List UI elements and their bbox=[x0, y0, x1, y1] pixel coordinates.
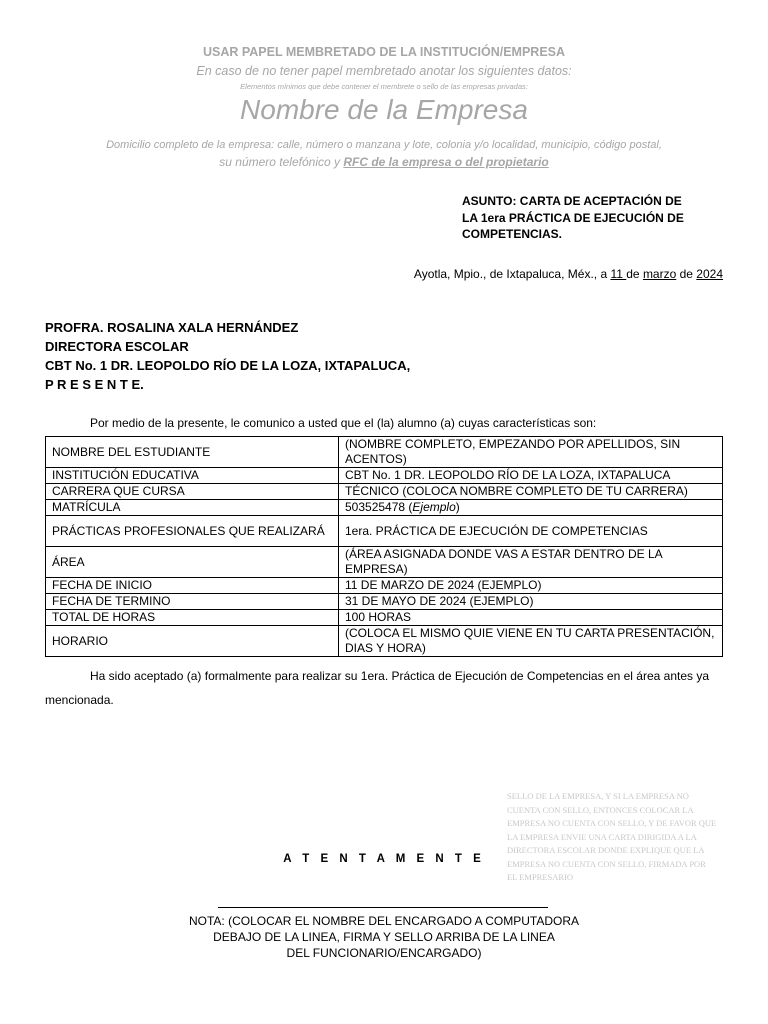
date-sep-2: de bbox=[676, 267, 697, 281]
row-value: CBT No. 1 DR. LEOPOLDO RÍO DE LA LOZA, IXTAPALUCA bbox=[339, 468, 723, 484]
row-label: ÁREA bbox=[46, 547, 339, 578]
subject-line-3: COMPETENCIAS. bbox=[462, 227, 563, 241]
letterhead-alt-instruction: En caso de no tener papel membretado anotar los siguientes datos: bbox=[196, 64, 572, 78]
signature-note bbox=[0, 913, 768, 961]
table-row bbox=[46, 468, 723, 484]
table-row bbox=[46, 610, 723, 626]
company-name-placeholder: Nombre de la Empresa bbox=[240, 94, 528, 125]
note-line-2: DEBAJO DE LA LINEA, FIRMA Y SELLO ARRIBA DE LA LINEA bbox=[213, 930, 555, 944]
letterhead-minimum-elements: Elementos mínimos que debe contener el membrete o sello de las empresas privadas: bbox=[240, 82, 528, 91]
date-month: marzo bbox=[642, 267, 677, 281]
note-line-3: DEL FUNCIONARIO/ENCARGADO) bbox=[286, 946, 482, 960]
row-label: NOMBRE DEL ESTUDIANTE bbox=[46, 437, 339, 468]
date-sep-1: de bbox=[626, 267, 643, 281]
table-row bbox=[46, 484, 723, 500]
recipient-institution: CBT No. 1 DR. LEOPOLDO RÍO DE LA LOZA, IXTAPALUCA, bbox=[45, 358, 411, 373]
student-info-table bbox=[45, 436, 723, 657]
row-value: (ÁREA ASIGNADA DONDE VAS A ESTAR DENTRO DE LA EMPRESA) bbox=[339, 547, 723, 578]
recipient-block bbox=[45, 318, 410, 394]
matricula-value: 503525478 ( bbox=[345, 500, 413, 514]
recipient-title: DIRECTORA ESCOLAR bbox=[45, 339, 189, 354]
table-row bbox=[46, 500, 723, 516]
company-phone-rfc-placeholder bbox=[0, 155, 768, 169]
row-value: 1era. PRÁCTICA DE EJECUCIÓN DE COMPETENCIAS bbox=[339, 516, 723, 547]
row-label: INSTITUCIÓN EDUCATIVA bbox=[46, 468, 339, 484]
table-row bbox=[46, 594, 723, 610]
row-label: FECHA DE TERMINO bbox=[46, 594, 339, 610]
closing-paragraph: Ha sido aceptado (a) formalmente para realizar su 1era. Práctica de Ejecución de Competencias en el área antes ya mencionada. bbox=[45, 669, 710, 707]
company-address-placeholder: Domicilio completo de la empresa: calle, número o manzana y lote, colonia y/o localidad, municipio, código postal, bbox=[106, 139, 662, 151]
subject-line-2: LA 1era PRÁCTICA DE EJECUCIÓN DE bbox=[462, 210, 684, 225]
sign-off: A T E N T A M E N T E bbox=[283, 853, 485, 865]
row-label: FECHA DE INICIO bbox=[46, 578, 339, 594]
row-label: PRÁCTICAS PROFESIONALES QUE REALIZARÁ bbox=[46, 516, 339, 547]
table-row bbox=[46, 578, 723, 594]
date-day: 11 bbox=[610, 267, 627, 281]
table-row bbox=[46, 626, 723, 657]
letterhead-instruction: USAR PAPEL MEMBRETADO DE LA INSTITUCIÓN/EMPRESA bbox=[202, 45, 566, 59]
table-row bbox=[46, 547, 723, 578]
table-row bbox=[46, 516, 723, 547]
date-line bbox=[414, 267, 723, 281]
note-line-1: NOTA: (COLOCAR EL NOMBRE DEL ENCARGADO A COMPUTADORA bbox=[188, 914, 580, 928]
row-value bbox=[339, 500, 723, 516]
row-value: 31 DE MAYO DE 2024 (EJEMPLO) bbox=[339, 594, 723, 610]
subject-block bbox=[462, 193, 732, 243]
matricula-example-note: Ejemplo bbox=[412, 500, 456, 514]
row-value: (NOMBRE COMPLETO, EMPEZANDO POR APELLIDOS, SIN ACENTOS) bbox=[339, 437, 723, 468]
stamp-instruction: SELLO DE LA EMPRESA, Y SI LA EMPRESA NO CUENTA CON SELLO, ENTONCES COLOCAR LA EMPRESA NO CUENTA CON SELLO, Y DE FAVOR QUE LA EMPRESA ENVIE UNA CARTA DIRIGIDA A LA DIRECTORA ESCOLAR DONDE EXPLIQUE QUE LA EMPRESA NO CUENTA CON SELLO, FIRMADA POR EL EMPRESARIO bbox=[507, 791, 717, 882]
table-row bbox=[46, 437, 723, 468]
row-label: HORARIO bbox=[46, 626, 339, 657]
date-year: 2024 bbox=[696, 267, 723, 281]
phone-prefix: su número telefónico y bbox=[219, 155, 344, 169]
row-label: TOTAL DE HORAS bbox=[46, 610, 339, 626]
row-label: MATRÍCULA bbox=[46, 500, 339, 516]
subject-line-1: ASUNTO: CARTA DE ACEPTACIÓN DE bbox=[462, 194, 682, 208]
recipient-name: PROFRA. ROSALINA XALA HERNÁNDEZ bbox=[45, 320, 299, 335]
date-prefix: Ayotla, Mpio., de Ixtapaluca, Méx., a bbox=[413, 267, 611, 281]
row-value: 11 DE MARZO DE 2024 (EJEMPLO) bbox=[339, 578, 723, 594]
signature-line bbox=[218, 907, 548, 908]
row-value: (COLOCA EL MISMO QUIE VIENE EN TU CARTA PRESENTACIÓN, DIAS Y HORA) bbox=[339, 626, 723, 657]
matricula-close: ) bbox=[455, 500, 460, 514]
recipient-present: P R E S E N T E. bbox=[45, 377, 144, 392]
row-value: 100 HORAS bbox=[339, 610, 723, 626]
row-label: CARRERA QUE CURSA bbox=[46, 484, 339, 500]
intro-paragraph: Por medio de la presente, le comunico a usted que el (la) alumno (a) cuyas características son: bbox=[90, 416, 597, 430]
rfc-placeholder: RFC de la empresa o del propietario bbox=[343, 155, 549, 169]
row-value: TÉCNICO (COLOCA NOMBRE COMPLETO DE TU CARRERA) bbox=[339, 484, 723, 500]
